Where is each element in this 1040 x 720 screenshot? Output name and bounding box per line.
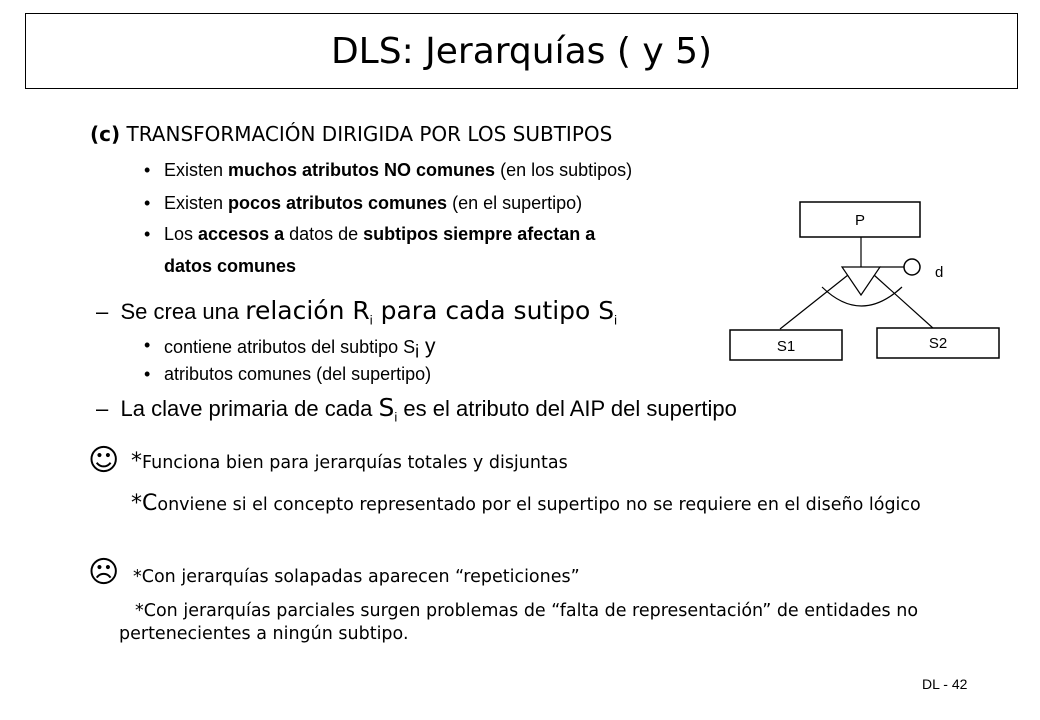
section-letter: (c): [90, 122, 121, 146]
bullet-continuation: [164, 256, 296, 277]
subtype-label-2: S2: [928, 335, 948, 352]
pros-line-1: [131, 450, 568, 475]
bullet-bold: subtipos siempre afectan a: [363, 224, 596, 244]
smile-icon: ☺: [88, 443, 120, 478]
note-text: Funciona bien para jerarquías totales y disjuntas: [142, 453, 568, 473]
disjoint-label: d: [935, 264, 944, 281]
note-text: onviene si el concepto representado por el supertipo no se requiere en el diseño lógico: [157, 495, 921, 515]
cons-line-2: *Con jerarquías parciales surgen problemas de “falta de representación” de entidades no pertenecientes a ningún subtipo.: [119, 601, 919, 644]
bullet-text: Los: [164, 224, 199, 244]
relation-lead: Se crea una: [120, 299, 246, 324]
star-marker: *: [131, 449, 142, 474]
dash-marker: –: [96, 396, 109, 421]
cons-line-1: *Con jerarquías solapadas aparecen “repeticiones”: [133, 567, 580, 587]
bullet-bold: pocos atributos comunes: [228, 193, 448, 213]
section-heading: [90, 122, 612, 146]
bullet-item: [164, 160, 632, 181]
supertype-label: P: [854, 212, 866, 229]
bullet-bold: accesos a: [198, 224, 285, 244]
key-line: [96, 393, 737, 424]
key-big: S: [378, 393, 395, 422]
section-title: TRANSFORMACIÓN DIRIGIDA POR LOS SUBTIPOS: [126, 122, 613, 146]
bullet-item: [164, 335, 436, 363]
bullet-text: y: [419, 335, 436, 358]
bullet-text: Existen: [164, 193, 229, 213]
slide-number: DL - 42: [922, 676, 968, 692]
subscript: i: [394, 409, 398, 425]
connector-line: [874, 275, 934, 329]
hierarchy-triangle: [842, 267, 880, 295]
frown-icon: ☹: [88, 555, 120, 590]
bullet-item: [164, 224, 595, 245]
pros-line-2: [121, 492, 991, 517]
bullet-text: contiene atributos del subtipo S: [164, 337, 416, 357]
bullet-text: (en el supertipo): [447, 193, 583, 213]
connector-line: [780, 275, 848, 329]
relation-big: relación R: [245, 296, 370, 325]
relation-big: para cada sutipo S: [372, 296, 615, 325]
star-marker: *C: [131, 491, 158, 516]
subscript: i: [369, 312, 373, 328]
bullet-item: [164, 364, 431, 385]
title-box: [25, 13, 1018, 89]
key-text: La clave primaria de cada: [120, 396, 379, 421]
disjoint-circle: [904, 259, 920, 275]
bullet-item: [164, 193, 582, 214]
relation-line: [96, 296, 617, 327]
subtype-label-1: S1: [776, 338, 796, 355]
bullet-text: Existen: [164, 160, 229, 180]
page-title: DLS: Jerarquías ( y 5): [330, 30, 713, 72]
bullet-text: atributos comunes (del supertipo): [164, 364, 432, 384]
hierarchy-diagram: [720, 195, 1010, 370]
key-text: es el atributo del AIP del supertipo: [397, 396, 737, 421]
bullet-bold: datos comunes: [164, 256, 297, 276]
subscript: i: [614, 312, 618, 328]
bullet-bold: muchos atributos NO comunes: [228, 160, 496, 180]
bullet-text: datos de: [284, 224, 364, 244]
dash-marker: –: [96, 299, 109, 324]
bullet-text: (en los subtipos): [495, 160, 633, 180]
subscript: i: [415, 341, 420, 362]
